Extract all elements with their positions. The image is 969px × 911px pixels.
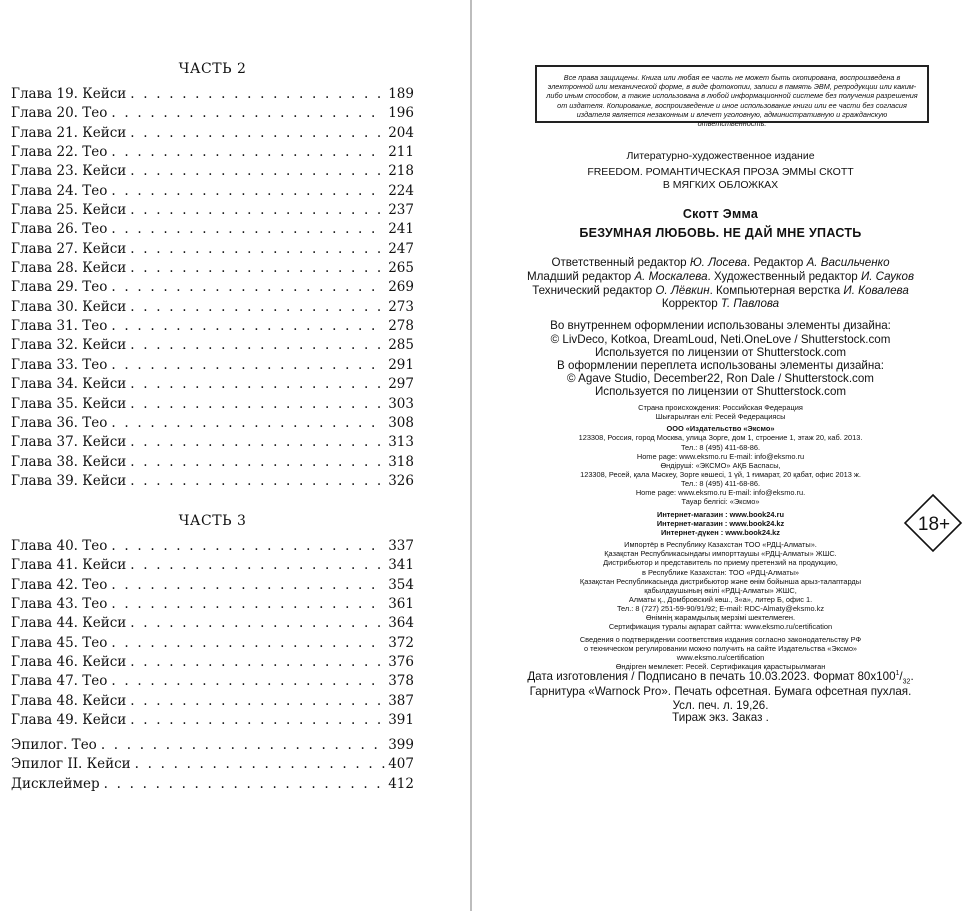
toc-leader-dots — [111, 220, 385, 239]
toc-entry — [11, 85, 414, 104]
toc-entry-page: 391 — [388, 712, 414, 729]
print-info-text: Гарнитура «Warnock Pro». Печать офсетная. Бумага офсетная пухлая. — [529, 685, 912, 698]
toc-entry-page: 361 — [388, 596, 414, 613]
toc-entry-title: Глава 35. Кейси — [11, 395, 127, 412]
toc-entry — [11, 317, 414, 336]
toc-leader-dots — [111, 104, 385, 123]
credit-name: О. Лёвкин — [655, 284, 710, 297]
toc-entry-page: 189 — [388, 86, 414, 102]
series-line-2: В МЯГКИХ ОБЛОЖКАХ — [662, 179, 779, 191]
toc-entry-page: 376 — [388, 654, 414, 671]
print-info-line — [472, 670, 969, 685]
part-3-list — [11, 537, 414, 730]
print-info-line — [472, 685, 969, 698]
series-line-1: FREEDOM. РОМАНТИЧЕСКАЯ ПРОЗА ЭММЫ СКОТТ — [587, 166, 854, 178]
toc-entry-title: Глава 49. Кейси — [11, 712, 127, 729]
print-info-line — [472, 711, 969, 724]
toc-entry-title: Глава 26. Тео — [11, 221, 108, 238]
credit-name: Т. Павлова — [720, 297, 780, 310]
toc-entry-title: Глава 34. Кейси — [11, 376, 127, 393]
toc-leader-dots — [130, 240, 385, 259]
publisher-line: Интернет-дүкен : www.book24.kz — [661, 528, 780, 537]
toc-entry — [11, 375, 414, 394]
toc-leader-dots — [111, 317, 385, 336]
toc-entry-page: 273 — [388, 298, 414, 315]
toc-entry-title: Глава 23. Кейси — [11, 163, 127, 180]
print-info-text: Усл. печ. л. 19,26. — [672, 699, 769, 712]
publisher-line: в Республике Казахстан: ТОО «РДЦ-Алматы» — [641, 568, 800, 577]
toc-entry — [11, 576, 414, 595]
toc-entry — [11, 395, 414, 414]
toc-entry-title: Глава 27. Кейси — [11, 240, 127, 257]
toc-entry — [11, 278, 414, 297]
toc-entry — [11, 634, 414, 653]
credit-name: И. Ковалева — [843, 284, 909, 297]
toc-entry-page: 387 — [388, 692, 414, 709]
toc-entry — [11, 692, 414, 711]
publisher-line: Тел.: 8 (727) 251-59-90/91/92; E-mail: RDC-Almaty@eksmo.kz — [616, 604, 825, 613]
toc-entry-page: 378 — [388, 673, 414, 690]
credit-name: И. Сауков — [860, 270, 915, 283]
toc-entry — [11, 220, 414, 239]
toc-leader-dots — [130, 556, 385, 575]
toc-entry-title: Глава 25. Кейси — [11, 202, 127, 219]
toc-leader-dots — [130, 298, 385, 317]
toc-entry-page: 354 — [388, 576, 414, 593]
toc-entry-title: Глава 42. Тео — [11, 576, 108, 593]
credit-role: . Компьютерная верстка — [709, 284, 844, 297]
toc-entry-title: Глава 46. Кейси — [11, 654, 127, 671]
imprint-page — [472, 0, 969, 911]
toc-leader-dots — [130, 692, 385, 711]
toc-entry-page: 364 — [388, 615, 414, 632]
toc-entry-page: 372 — [388, 634, 414, 651]
toc-entry — [11, 595, 414, 614]
design-credit-line: © Agave Studio, December22, Ron Dale / Shutterstock.com — [567, 372, 874, 385]
toc-entry — [11, 755, 414, 774]
toc-entry — [11, 124, 414, 143]
toc-leader-dots — [111, 634, 385, 653]
publisher-line: Өндіруші: «ЭКСМО» АҚБ Баспасы, — [660, 461, 781, 470]
toc-entry-page: 412 — [388, 775, 414, 792]
publisher-line: 123308, Россия, город Москва, улица Зорге, дом 1, строение 1, этаж 20, каб. 2013. — [578, 433, 863, 442]
toc-entry — [11, 711, 414, 730]
publisher-line: Қазақстан Республикасындағы импорттаушы «РДЦ-Алматы» ЖШС. — [604, 549, 837, 558]
toc-entry-page: 241 — [388, 221, 414, 238]
toc-entry-title: Глава 29. Тео — [11, 279, 108, 296]
toc-entry-page: 318 — [388, 453, 414, 470]
toc-leader-dots — [130, 85, 385, 104]
credit-name: Ю. Лосева — [689, 256, 747, 269]
toc-page — [0, 0, 470, 911]
toc-entry — [11, 453, 414, 472]
toc-entry-page: 337 — [388, 538, 414, 554]
toc-leader-dots — [104, 775, 386, 794]
part-3-heading: ЧАСТЬ 3 — [178, 513, 247, 529]
toc-entry-page: 204 — [388, 124, 414, 141]
toc-entry-title: Глава 37. Кейси — [11, 434, 127, 451]
format-period: . — [910, 670, 914, 683]
toc-leader-dots — [111, 537, 385, 556]
toc-entry-page: 224 — [388, 182, 414, 199]
toc-entry-title: Глава 47. Тео — [11, 673, 108, 690]
toc-entry-page: 285 — [388, 337, 414, 354]
publisher-line: о техническом регулировании можно получить на сайте Издательства «Эксмо» — [583, 644, 858, 653]
toc-entry — [11, 240, 414, 259]
toc-entry-page: 341 — [388, 557, 414, 574]
credit-name: А. Москалева — [634, 270, 708, 283]
rights-notice-box: Все права защищены. Книга или любая ее часть не может быть скопирована, воспроизведена в электронной или механической форме, в виде фотокопии, записи в память ЭВМ, репродукции или каким-либо иным способом, а также использована в любой информационной системе без получения разрешения от издателя. Копирование, воспроизведение и иное использование книги или ее части без согласия издателя является незаконным и влечет уголовную, административную и гражданскую ответственность. — [535, 65, 929, 123]
publisher-line: Дистрибьютор и представитель по приему претензий на продукцию, — [603, 558, 838, 567]
toc-entry-title: Глава 32. Кейси — [11, 337, 127, 354]
publisher-line: Сведения о подтверждении соответствия издания согласно законодательству РФ — [579, 635, 862, 644]
credit-role: Корректор — [661, 297, 721, 310]
credit-role: Младший редактор — [526, 270, 635, 283]
credit-name: А. Васильченко — [806, 256, 890, 269]
toc-entry-page: 269 — [388, 279, 414, 296]
toc-leader-dots — [130, 614, 385, 633]
toc-entry — [11, 259, 414, 278]
book-title: БЕЗУМНАЯ ЛЮБОВЬ. НЕ ДАЙ МНЕ УПАСТЬ — [579, 226, 862, 240]
format-fraction-slash: / — [899, 670, 903, 683]
toc-entry-page: 326 — [388, 472, 414, 489]
toc-leader-dots — [130, 453, 385, 472]
toc-entry-page: 407 — [388, 756, 414, 773]
toc-entry — [11, 614, 414, 633]
publisher-line: Тауар белгісі: «Эксмо» — [681, 497, 760, 506]
toc-entry-page: 247 — [388, 240, 414, 257]
toc-entry-title: Глава 45. Тео — [11, 634, 108, 651]
toc-entry-page: 211 — [388, 144, 414, 161]
toc-entry-page: 291 — [388, 356, 414, 373]
toc-entry-title: Глава 24. Тео — [11, 182, 108, 199]
toc-entry-title: Глава 30. Кейси — [11, 298, 127, 315]
toc-leader-dots — [130, 259, 385, 278]
toc-entry-title: Глава 19. Кейси — [11, 86, 127, 102]
toc-entry-title: Глава 41. Кейси — [11, 557, 127, 574]
toc-leader-dots — [111, 595, 385, 614]
credit-role: Ответственный редактор — [551, 256, 690, 269]
toc-leader-dots — [130, 395, 385, 414]
toc-entry-page: 196 — [388, 105, 414, 122]
publisher-line: Интернет-магазин : www.book24.ru — [657, 510, 784, 519]
credit-role: Технический редактор — [532, 284, 656, 297]
publisher-line: Сертификация туралы ақпарат сайтта: www.eksmo.ru/certification — [608, 622, 833, 631]
toc-entry-title: Глава 28. Кейси — [11, 260, 127, 277]
toc-entry — [11, 182, 414, 201]
toc-leader-dots — [111, 182, 385, 201]
part-2-heading: ЧАСТЬ 2 — [178, 61, 247, 77]
toc-entry-title: Глава 31. Тео — [11, 318, 108, 335]
toc-entry-page: 297 — [388, 376, 414, 393]
toc-entry-page: 218 — [388, 163, 414, 180]
design-credit-line: © LivDeco, Kotkoa, DreamLoud, Neti.OneLove / Shutterstock.com — [550, 333, 891, 346]
toc-leader-dots — [130, 653, 385, 672]
toc-entry-title: Дисклеймер — [11, 775, 100, 792]
toc-entry-title: Глава 43. Тео — [11, 596, 108, 613]
toc-entry-page: 313 — [388, 434, 414, 451]
toc-entry — [11, 201, 414, 220]
publisher-line: Тел.: 8 (495) 411-68-86. — [680, 479, 761, 488]
toc-leader-dots — [130, 162, 385, 181]
toc-entry — [11, 356, 414, 375]
publisher-line: Өндірген мемлекет: Ресей. Сертификация қарастырылмаған — [615, 662, 826, 671]
print-info-text: Тираж экз. Заказ . — [672, 711, 769, 724]
toc-leader-dots — [130, 336, 385, 355]
toc-leader-dots — [111, 672, 385, 691]
design-credit-line: Используется по лицензии от Shutterstock.com — [594, 346, 847, 359]
toc-entry-page: 303 — [388, 395, 414, 412]
toc-entry — [11, 162, 414, 181]
publisher-line: Страна происхождения: Российская Федерация — [638, 403, 803, 412]
toc-entry-title: Глава 39. Кейси — [11, 472, 127, 489]
extras-list — [11, 736, 414, 794]
toc-entry-page: 237 — [388, 202, 414, 219]
toc-leader-dots — [130, 472, 385, 491]
publisher-line: Home page: www.eksmo.ru E-mail: info@eksmo.ru — [636, 452, 805, 461]
toc-leader-dots — [101, 736, 385, 755]
toc-entry-title: Эпилог. Тео — [11, 737, 97, 753]
toc-entry — [11, 672, 414, 691]
toc-entry-title: Глава 38. Кейси — [11, 453, 127, 470]
toc-entry-title: Глава 21. Кейси — [11, 124, 127, 141]
toc-leader-dots — [130, 375, 385, 394]
publisher-line: Қазақстан Республикасында дистрибьютор және өнім бойынша арыз-талаптарды — [579, 577, 862, 586]
credit-role: . Редактор — [747, 256, 807, 269]
toc-leader-dots — [130, 711, 385, 730]
toc-entry-title: Глава 40. Тео — [11, 538, 108, 554]
age-rating-badge — [903, 493, 963, 553]
part-2-list — [11, 85, 414, 491]
toc-entry — [11, 336, 414, 355]
toc-entry — [11, 143, 414, 162]
toc-leader-dots — [135, 755, 386, 774]
publisher-line: ООО «Издательство «Эксмо» — [666, 424, 775, 433]
publisher-line: қабылдаушының өкілі «РДЦ-Алматы» ЖШС, — [644, 586, 797, 595]
credit-line — [472, 297, 969, 310]
credit-line — [472, 270, 969, 283]
toc-entry — [11, 433, 414, 452]
design-credit-line: В оформлении переплета использованы элементы дизайна: — [557, 359, 884, 372]
toc-entry-page: 399 — [388, 737, 414, 753]
toc-entry — [11, 298, 414, 317]
toc-leader-dots — [130, 124, 385, 143]
toc-entry-page: 265 — [388, 260, 414, 277]
publisher-line: Импортёр в Республику Казахстан ТОО «РДЦ-Алматы». — [624, 540, 817, 549]
toc-entry — [11, 537, 414, 556]
toc-entry — [11, 775, 414, 794]
toc-entry — [11, 104, 414, 123]
toc-entry-title: Эпилог II. Кейси — [11, 756, 131, 773]
toc-leader-dots — [111, 143, 385, 162]
toc-entry — [11, 736, 414, 755]
toc-entry-title: Глава 22. Тео — [11, 144, 108, 161]
publisher-line: Алматы қ., Домбровский көш., 3«а», литер Б, офис 1. — [628, 595, 813, 604]
design-credit-line: Во внутреннем оформлении использованы элементы дизайна: — [550, 319, 891, 332]
toc-entry — [11, 556, 414, 575]
toc-entry-page: 308 — [388, 414, 414, 431]
design-credit-line: Используется по лицензии от Shutterstock.com — [594, 385, 847, 398]
credit-line — [472, 284, 969, 297]
publisher-line: Шығарылған елі: Ресей Федерациясы — [655, 412, 786, 421]
format-fraction-numerator: 1 — [895, 670, 900, 678]
credit-line — [472, 256, 969, 269]
publisher-line: 123308, Ресей, қала Мәскеу, Зорге көшесі, 1 үй, 1 ғимарат, 20 қабат, офис 2013 ж. — [580, 470, 861, 479]
toc-leader-dots — [130, 433, 385, 452]
publisher-line: Тел.: 8 (495) 411-68-86. — [680, 443, 761, 452]
toc-entry-title: Глава 36. Тео — [11, 414, 108, 431]
toc-entry-title: Глава 44. Кейси — [11, 615, 127, 632]
toc-leader-dots — [111, 356, 385, 375]
age-rating-text: 18+ — [917, 514, 951, 535]
publisher-line: Home page: www.eksmo.ru E-mail: info@eksmo.ru. — [635, 488, 806, 497]
toc-leader-dots — [111, 576, 385, 595]
toc-entry — [11, 472, 414, 491]
toc-entry-title: Глава 20. Тео — [11, 105, 108, 122]
publisher-line: Интернет-магазин : www.book24.kz — [656, 519, 785, 528]
author-name: Скотт Эмма — [682, 207, 759, 221]
toc-leader-dots — [111, 414, 385, 433]
edition-type: Литературно-художественное издание — [626, 150, 815, 162]
credit-role: . Художественный редактор — [707, 270, 861, 283]
toc-leader-dots — [111, 278, 385, 297]
publisher-line: www.eksmo.ru/certification — [676, 653, 765, 662]
print-info-text: Дата изготовления / Подписано в печать 10.03.2023. Формат 80x100 — [527, 670, 896, 683]
publisher-line: Өнімнің жарамдылық мерзімі шектелмеген. — [645, 613, 796, 622]
toc-entry-page: 278 — [388, 318, 414, 335]
toc-entry-title: Глава 33. Тео — [11, 356, 108, 373]
format-fraction-denominator: 32 — [902, 678, 911, 686]
toc-entry — [11, 414, 414, 433]
toc-entry — [11, 653, 414, 672]
toc-entry-title: Глава 48. Кейси — [11, 692, 127, 709]
toc-leader-dots — [130, 201, 385, 220]
